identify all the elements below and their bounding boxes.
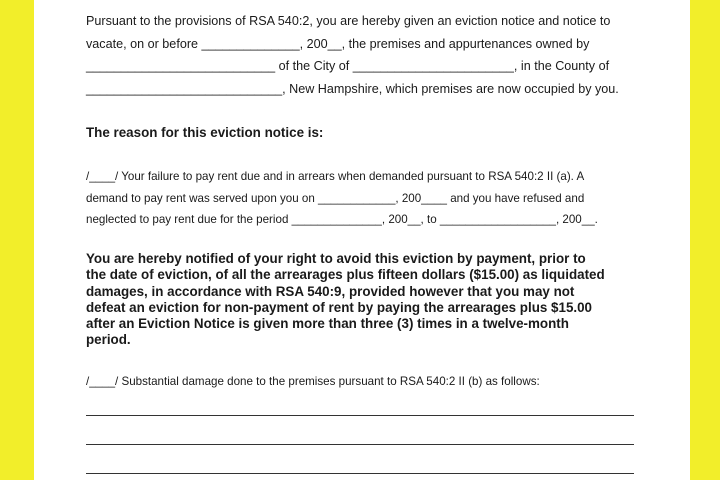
notice-line-3: ___________________________ of the City of _______________________, in the County of	[86, 59, 610, 73]
bold-notice-line-6: period.	[86, 332, 131, 348]
bold-notice-line-3: damages, in accordance with RSA 540:9, provided however that you may not	[86, 283, 575, 299]
rent-reason-line-2: demand to pay rent was served upon you on ____________, 200____ and you have refused and	[86, 192, 585, 205]
document-page	[34, 0, 690, 480]
bold-notice-line-2: the date of eviction, of all the arrearages plus fifteen dollars ($15.00) as liquidated	[86, 267, 605, 283]
notice-line-4: ____________________________, New Hampshire, which premises are now occupied by you.	[86, 82, 619, 96]
blank-line-3	[86, 473, 634, 474]
reason-heading: The reason for this eviction notice is:	[86, 125, 324, 140]
blank-line-2	[86, 444, 634, 445]
damage-reason-line-1: /____/ Substantial damage done to the premises pursuant to RSA 540:2 II (b) as follows:	[86, 375, 540, 388]
bold-notice-paragraph	[86, 251, 646, 349]
bold-notice-line-4: defeat an eviction for non-payment of rent by paying the arrearages plus $15.00	[86, 299, 593, 315]
rent-reason-line-3: neglected to pay rent due for the period ______________, 200__, to __________________, 200__.	[86, 213, 598, 226]
notice-line-2: vacate, on or before ______________, 200__, the premises and appurtenances owned by	[86, 37, 590, 51]
rent-reason-line-1: /____/ Your failure to pay rent due and in arrears when demanded pursuant to RSA 540:2 II (a). A	[86, 170, 585, 183]
blank-line-1	[86, 415, 634, 416]
bold-notice-line-1: You are hereby notified of your right to avoid this eviction by payment, prior to	[86, 251, 586, 266]
notice-line-1: Pursuant to the provisions of RSA 540:2, you are hereby given an eviction notice and notice to	[86, 14, 611, 28]
bold-notice-line-5: after an Eviction Notice is given more than three (3) times in a twelve-month	[86, 316, 569, 332]
